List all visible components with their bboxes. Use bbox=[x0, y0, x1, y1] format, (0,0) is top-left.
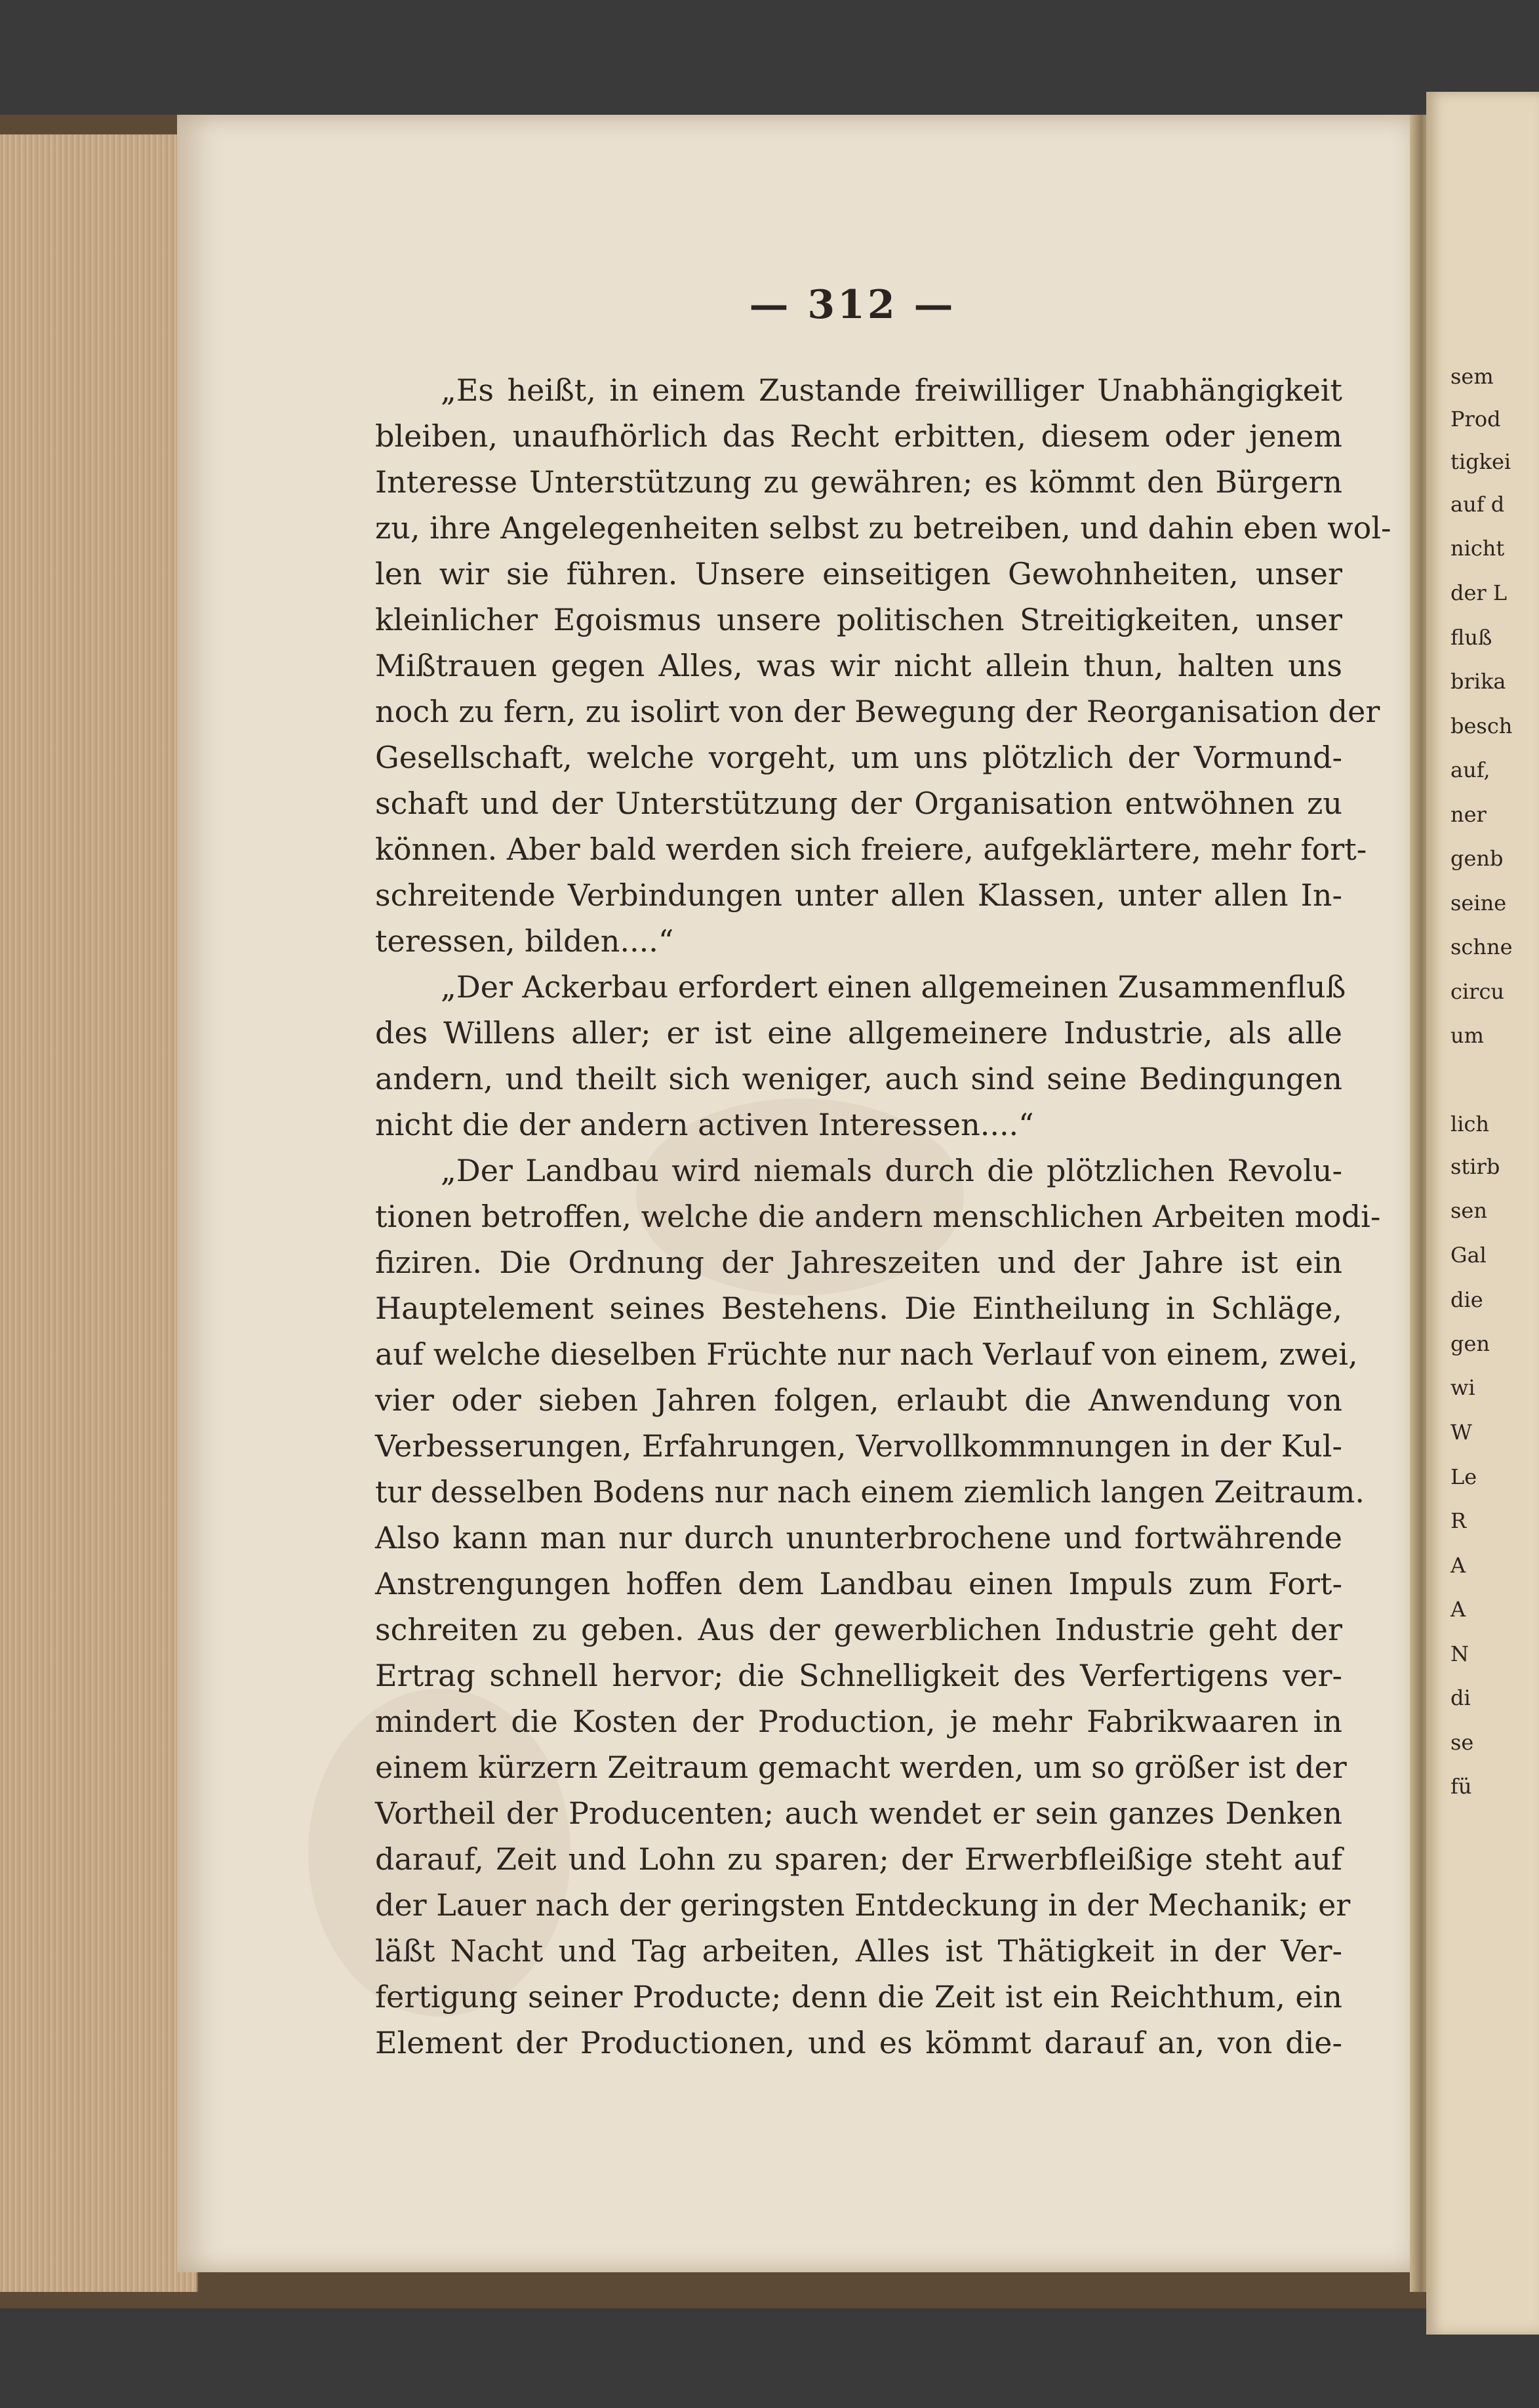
text-line: schreitende Verbindungen unter allen Klassen, unter allen In- bbox=[375, 877, 1342, 913]
text-line: können. Aber bald werden sich freiere, aufgeklärtere, mehr fort- bbox=[375, 832, 1367, 867]
text-line: Anstrengungen hoffen dem Landbau einen Impuls zum Fort- bbox=[375, 1566, 1342, 1601]
facing-page-fragment: besch bbox=[1450, 713, 1513, 738]
facing-page-fragment: di bbox=[1450, 1685, 1471, 1710]
facing-page-fragment: A bbox=[1450, 1553, 1466, 1578]
facing-page-fragment: die bbox=[1450, 1287, 1483, 1312]
text-line: tur desselben Bodens nur nach einem ziemlich langen Zeitraum. bbox=[375, 1474, 1365, 1510]
text-line: zu, ihre Angelegenheiten selbst zu betreiben, und dahin eben wol- bbox=[375, 510, 1391, 546]
text-line: len wir sie führen. Unsere einseitigen Gewohnheiten, unser bbox=[375, 556, 1342, 592]
facing-page-fragment: wi bbox=[1450, 1375, 1475, 1400]
facing-page-fragment: N bbox=[1450, 1641, 1469, 1666]
text-line: Also kann man nur durch ununterbrochene und fortwährende bbox=[375, 1520, 1342, 1555]
text-line: andern, und theilt sich weniger, auch sind seine Bedingungen bbox=[375, 1061, 1342, 1096]
text-line: „Es heißt, in einem Zustande freiwilliger Unabhängigkeit bbox=[441, 372, 1342, 408]
text-line: läßt Nacht und Tag arbeiten, Alles ist Thätigkeit in der Ver- bbox=[375, 1933, 1342, 1969]
facing-page-fragment: seine bbox=[1450, 891, 1507, 915]
text-line: fiziren. Die Ordnung der Jahreszeiten und der Jahre ist ein bbox=[375, 1245, 1342, 1280]
facing-page-fragment: fü bbox=[1450, 1774, 1472, 1799]
facing-page-fragment: auf, bbox=[1450, 757, 1490, 782]
text-line: schaft und der Unterstützung der Organisation entwöhnen zu bbox=[375, 786, 1342, 821]
facing-page-fragment: tigkei bbox=[1450, 449, 1511, 474]
text-line: auf welche dieselben Früchte nur nach Verlauf von einem, zwei, bbox=[375, 1336, 1358, 1372]
text-line: kleinlicher Egoismus unsere politischen Streitigkeiten, unser bbox=[375, 602, 1342, 637]
facing-page-fragment: sem bbox=[1450, 364, 1494, 389]
text-line: fertigung seiner Producte; denn die Zeit ist ein Reichthum, ein bbox=[375, 1979, 1342, 2015]
text-line: Hauptelement seines Bestehens. Die Eintheilung in Schläge, bbox=[375, 1291, 1342, 1326]
text-line: Gesellschaft, welche vorgeht, um uns plötzlich der Vormund- bbox=[375, 740, 1342, 775]
facing-page-fragment: sen bbox=[1450, 1198, 1487, 1223]
facing-page-fragment: Le bbox=[1450, 1464, 1477, 1489]
text-line: teressen, bilden....“ bbox=[375, 923, 674, 959]
facing-page-fragment: stirb bbox=[1450, 1154, 1500, 1179]
facing-page-fragment: lich bbox=[1450, 1112, 1489, 1136]
facing-page-fragment: um bbox=[1450, 1023, 1484, 1048]
facing-page-fragment: se bbox=[1450, 1730, 1474, 1755]
text-line: Element der Productionen, und es kömmt darauf an, von die- bbox=[375, 2025, 1342, 2060]
text-line: noch zu fern, zu isolirt von der Bewegung der Reorganisation der bbox=[375, 694, 1380, 729]
text-line: vier oder sieben Jahren folgen, erlaubt die Anwendung von bbox=[375, 1382, 1342, 1418]
text-line: Vortheil der Producenten; auch wendet er sein ganzes Denken bbox=[375, 1796, 1342, 1831]
facing-page-fragment: ner bbox=[1450, 802, 1487, 827]
text-line: der Lauer nach der geringsten Entdeckung in der Mechanik; er bbox=[375, 1887, 1351, 1923]
text-line: tionen betroffen, welche die andern menschlichen Arbeiten modi- bbox=[375, 1199, 1381, 1234]
text-line: darauf, Zeit und Lohn zu sparen; der Erwerbfleißige steht auf bbox=[375, 1841, 1342, 1877]
facing-page-fragment: W bbox=[1450, 1420, 1472, 1445]
facing-page-fragment: Prod bbox=[1450, 407, 1501, 431]
text-line: Ertrag schnell hervor; die Schnelligkeit des Verfertigens ver- bbox=[375, 1658, 1342, 1693]
page-body-text bbox=[375, 367, 1391, 2066]
text-line: Mißtrauen gegen Alles, was wir nicht allein thun, halten uns bbox=[375, 648, 1342, 683]
text-line: Interesse Unterstützung zu gewähren; es kömmt den Bürgern bbox=[375, 464, 1342, 500]
facing-page-fragment: Gal bbox=[1450, 1243, 1487, 1268]
text-line: des Willens aller; er ist eine allgemeinere Industrie, als alle bbox=[375, 1015, 1342, 1051]
text-line: nicht die der andern activen Interessen....“ bbox=[375, 1107, 1034, 1142]
facing-page-fragment: genb bbox=[1450, 846, 1504, 871]
facing-page-fragment: fluß bbox=[1450, 625, 1492, 650]
facing-page-fragment: nicht bbox=[1450, 536, 1505, 561]
facing-page-fragment: schne bbox=[1450, 934, 1513, 959]
text-line: schreiten zu geben. Aus der gewerblichen Industrie geht der bbox=[375, 1612, 1342, 1647]
facing-page-fragment: gen bbox=[1450, 1331, 1490, 1356]
facing-page-fragment: brika bbox=[1450, 669, 1506, 694]
page-edge bbox=[0, 134, 198, 2292]
facing-page-fragment: circu bbox=[1450, 979, 1504, 1004]
page-number: — 312 — bbox=[749, 282, 956, 328]
text-line: „Der Ackerbau erfordert einen allgemeinen Zusammenfluß bbox=[441, 969, 1346, 1005]
facing-page-fragment: auf d bbox=[1450, 492, 1505, 517]
facing-page-fragment: der L bbox=[1450, 580, 1508, 605]
text-line: einem kürzern Zeitraum gemacht werden, um so größer ist der bbox=[375, 1750, 1347, 1785]
text-line: bleiben, unaufhörlich das Recht erbitten, diesem oder jenem bbox=[375, 418, 1342, 454]
text-line: mindert die Kosten der Production, je mehr Fabrikwaaren in bbox=[375, 1704, 1342, 1739]
text-line: „Der Landbau wird niemals durch die plötzlichen Revolu- bbox=[441, 1153, 1342, 1188]
text-line: Verbesserungen, Erfahrungen, Vervollkommnungen in der Kul- bbox=[375, 1428, 1342, 1464]
facing-page-fragment: R bbox=[1450, 1508, 1467, 1533]
facing-page-fragment: A bbox=[1450, 1597, 1466, 1622]
